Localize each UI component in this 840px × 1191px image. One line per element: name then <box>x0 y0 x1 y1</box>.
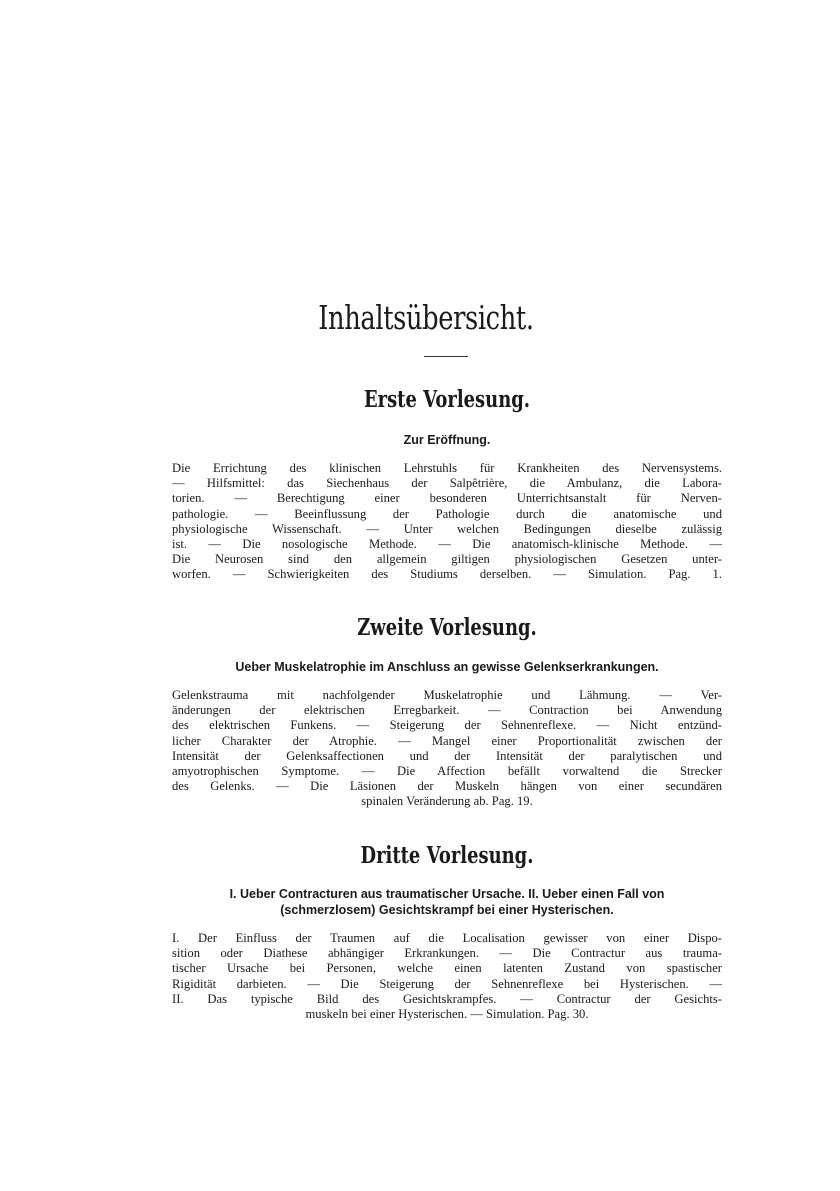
summary-line: Intensität der Gelenksaffectionen und der Intensität der paralytischen und <box>172 748 722 763</box>
lecture-section-3 <box>172 842 722 1022</box>
subtitle-line: I. Ueber Contracturen aus traumatischer Ursache. II. Ueber einen Fall von <box>229 887 665 901</box>
summary-line: spinalen Veränderung ab. Pag. 19. <box>361 794 533 809</box>
summary-line: II. Das typische Bild des Gesichtskrampfes. — Contractur der Gesichts- <box>172 991 722 1006</box>
summary-line: Die Errichtung des klinischen Lehrstuhls für Krankheiten des Nervensystems. <box>172 461 722 475</box>
lecture-section-1 <box>172 386 722 583</box>
summary-line: licher Charakter der Atrophie. — Mangel einer Proportionalität zwischen der <box>172 733 722 748</box>
summary-line: Rigidität darbieten. — Die Steigerung der Sehnenreflexe bei Hysterischen. — <box>172 976 722 991</box>
lecture-heading: Erste Vorlesung. <box>363 386 531 413</box>
summary-line: amyotrophischen Symptome. — Die Affection befällt vorwaltend die Strecker <box>172 764 722 779</box>
lecture-section-2 <box>172 614 722 810</box>
summary-line: sition oder Diathese abhängiger Erkrankungen. — Die Contractur aus trauma- <box>172 946 722 961</box>
summary-line: I. Der Einfluss der Traumen auf die Localisation gewisser von einer Dispo- <box>172 931 722 945</box>
summary-line: pathologie. — Beeinflussung der Pathologie durch die anatomische und <box>172 506 722 521</box>
summary-line: tischer Ursache bei Personen, welche einen latenten Zustand von spastischer <box>172 961 722 976</box>
lecture-subtitle: Ueber Muskelatrophie im Anschluss an gewisse Gelenkserkrankungen. <box>235 660 659 674</box>
lecture-summary <box>172 931 722 1022</box>
summary-line: muskeln bei einer Hysterischen. — Simulation. Pag. 30. <box>305 1007 589 1022</box>
summary-line: des elektrischen Funkens. — Steigerung der Sehnenreflexe. — Nicht entzünd- <box>172 718 722 733</box>
summary-line: Gelenkstrauma mit nachfolgender Muskelatrophie und Lähmung. — Ver- <box>172 688 722 702</box>
summary-line: änderungen der elektrischen Erregbarkeit. — Contraction bei Anwendung <box>172 703 722 718</box>
lecture-subtitle <box>172 886 722 918</box>
lecture-summary <box>172 688 722 810</box>
title-divider <box>424 356 468 357</box>
page-title: Inhaltsübersicht. <box>318 298 534 337</box>
subtitle-line: (schmerzlosem) Gesichtskrampf bei einer Hysterischen. <box>280 903 614 917</box>
summary-line: — Hilfsmittel: das Siechenhaus der Salpêtrière, die Ambulanz, die Labora- <box>172 476 722 491</box>
summary-line: Die Neurosen sind den allgemein giltigen physiologischen Gesetzen unter- <box>172 552 722 567</box>
lecture-heading: Zweite Vorlesung. <box>357 614 537 641</box>
lecture-subtitle: Zur Eröffnung. <box>403 433 491 447</box>
lecture-summary <box>172 461 722 583</box>
summary-line: worfen. — Schwierigkeiten des Studiums derselben. — Simulation. Pag. 1. <box>172 567 722 582</box>
summary-line: ist. — Die nosologische Methode. — Die anatomisch-klinische Methode. — <box>172 537 722 552</box>
lecture-heading: Dritte Vorlesung. <box>360 842 534 869</box>
summary-line: physiologische Wissenschaft. — Unter welchen Bedingungen dieselbe zulässig <box>172 521 722 536</box>
summary-line: torien. — Berechtigung einer besonderen Unterrichtsanstalt für Nerven- <box>172 491 722 506</box>
summary-line: des Gelenks. — Die Läsionen der Muskeln hängen von einer secundären <box>172 779 722 794</box>
